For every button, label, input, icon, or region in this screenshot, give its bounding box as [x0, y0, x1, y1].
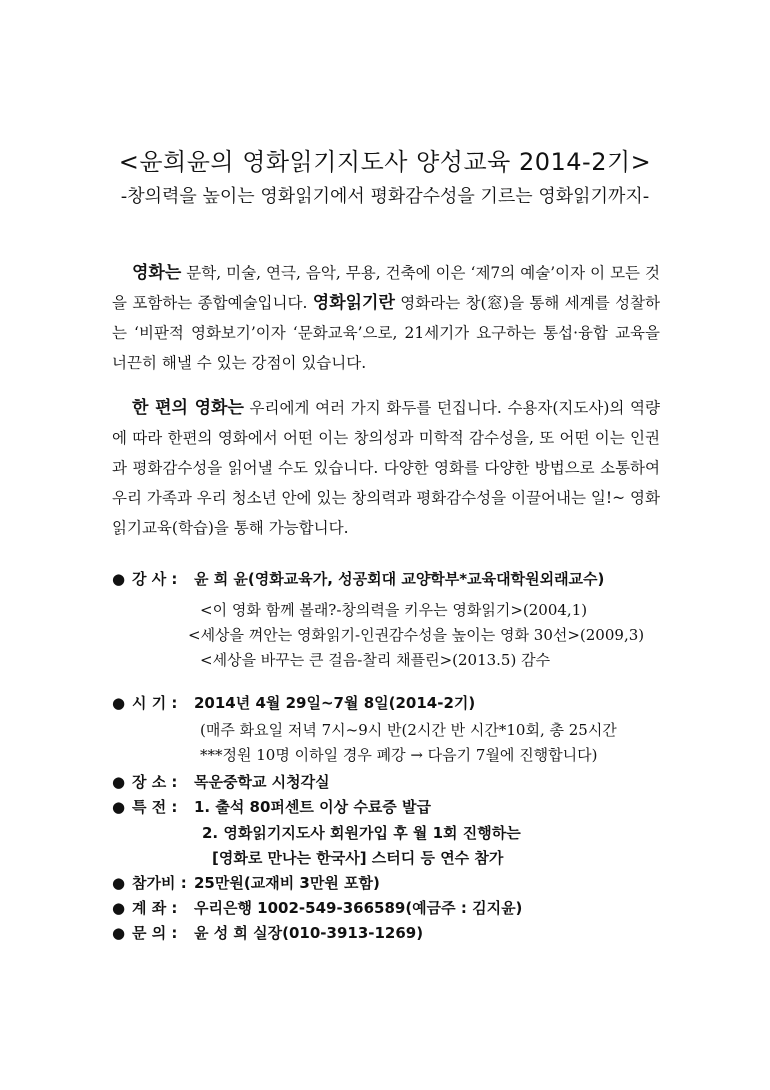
period-value: 2014년 4월 29일~7월 8일(2014-2기): [194, 694, 476, 712]
bullet-icon: ●: [112, 874, 126, 892]
intro-paragraph-2: [112, 393, 660, 543]
book-3: <세상을 바꾸는 큰 걸음-찰리 채플린>(2013.5) 감수: [200, 651, 551, 669]
benefit-3: [영화로 만나는 한국사] 스터디 등 연수 참가: [212, 849, 504, 867]
book-2: <세상을 껴안는 영화읽기-인권감수성을 높이는 영화 30선>(2009,3): [188, 626, 645, 644]
fee-label: 참가비 :: [132, 874, 187, 892]
fee-value: 25만원(교재비 3만원 포함): [194, 874, 380, 892]
para1-lead: 영화는: [132, 263, 182, 283]
document-subtitle: -창의력을 높이는 영화읽기에서 평화감수성을 기르는 영화읽기까지-: [120, 186, 650, 207]
benefit-2: 2. 영화읽기지도사 회원가입 후 월 1회 진행하는: [202, 824, 521, 842]
lecturer-value: 윤 희 윤(영화교육가, 성공회대 교양학부*교육대학원외래교수): [194, 570, 605, 588]
document-title: <윤희윤의 영화읽기지도사 양성교육 2014-2기>: [118, 148, 652, 176]
account-value: 우리은행 1002-549-366589(예금주 : 김지윤): [194, 899, 523, 917]
para1-lead2: 영화읽기란: [312, 293, 395, 313]
bullet-icon: ●: [112, 694, 126, 712]
place-row: [112, 771, 330, 792]
period-note-1: (매주 화요일 저녁 7시~9시 반(2시간 반 시간*10회, 총 25시간: [200, 721, 617, 739]
bullet-icon: ●: [112, 570, 126, 588]
contact-label: 문 의 :: [132, 924, 178, 942]
contact-row: [112, 922, 423, 943]
benefit-1: 1. 출석 80퍼센트 이상 수료증 발급: [194, 798, 432, 816]
period-row: [112, 692, 475, 713]
bullet-icon: ●: [112, 798, 126, 816]
period-note-2: ***정원 10명 이하일 경우 폐강 → 다음기 7월에 진행합니다): [200, 746, 598, 764]
fee-row: [112, 872, 380, 893]
para1-text1: 문학, 미술, 연극, 음악, 무용, 건축에 이은 ‘제7의 예술’이자 이 모든 것을 포함하는 종합예술입니다.: [112, 264, 660, 312]
intro-paragraph-1: [112, 258, 660, 378]
account-label: 계 좌 :: [132, 899, 178, 917]
place-value: 목운중학교 시청각실: [194, 773, 330, 791]
contact-value: 윤 성 희 실장(010-3913-1269): [194, 924, 424, 942]
lecturer-label: 강 사 :: [132, 570, 178, 588]
benefit-row: [112, 796, 431, 817]
para2-text: 우리에게 여러 가지 화두를 던집니다. 수용자(지도사)의 역량에 따라 한편의 영화에서 어떤 이는 창의성과 미학적 감수성을, 또 어떤 이는 인권과 평화감수성을 읽어낼 수도 있습니다. 다양한 영화를 다양한 방법으로 소통하여 우리 가족과 우리 청소년 안에 있는 창의력과 평화감수성을 이끌어내는 일!~ 영화읽기교육(학습)을 통해 가능합니다.: [112, 399, 660, 537]
para1-text2: 영화라는 창(窓)을 통해 세계를 성찰하는 ‘비판적 영화보기’이자 ‘문화교육’으로, 21세기가 요구하는 통섭·융합 교육을 너끈히 해낼 수 있는 강점이 있습니다.: [112, 294, 660, 372]
bullet-icon: ●: [112, 773, 126, 791]
lecturer-row: [112, 568, 604, 589]
account-row: [112, 897, 522, 918]
bullet-icon: ●: [112, 899, 126, 917]
para2-lead: 한 편의 영화는: [132, 398, 244, 418]
period-label: 시 기 :: [132, 694, 178, 712]
benefit-label: 특 전 :: [132, 798, 178, 816]
bullet-icon: ●: [112, 924, 126, 942]
place-label: 장 소 :: [132, 773, 178, 791]
book-1: <이 영화 함께 볼래?-창의력을 키우는 영화읽기>(2004,1): [200, 601, 588, 619]
